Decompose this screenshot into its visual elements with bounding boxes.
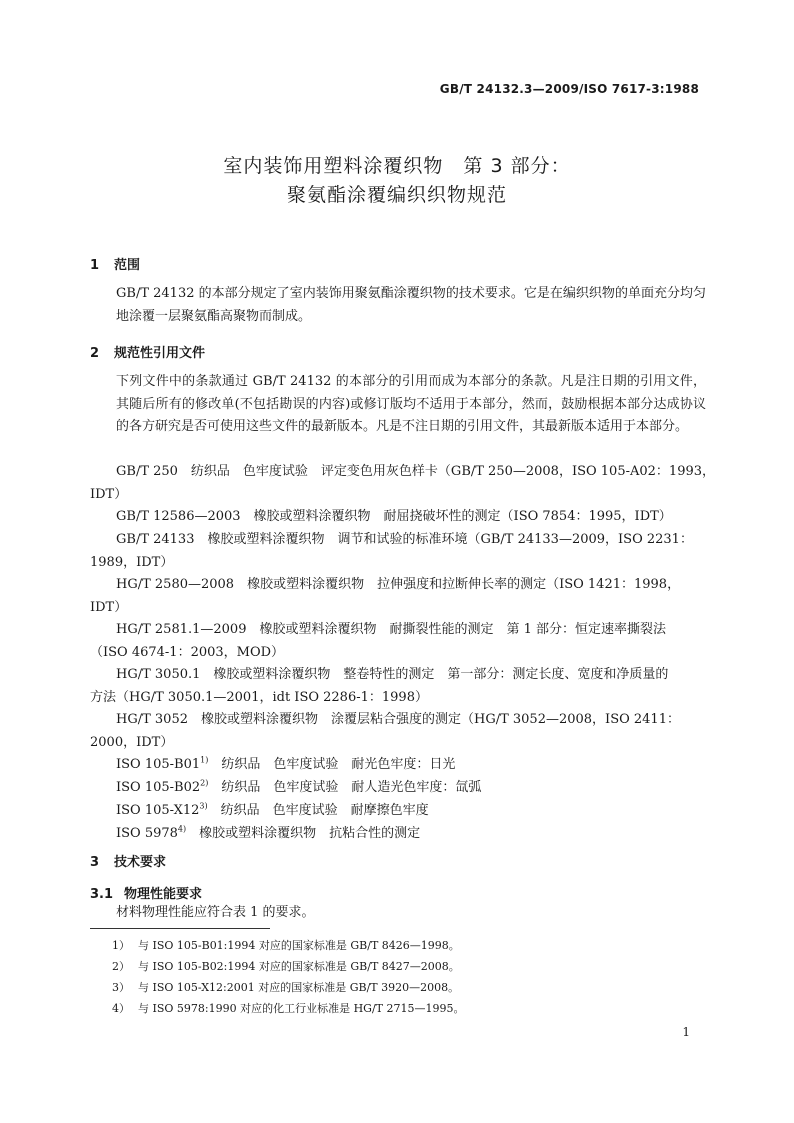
reference-item <box>90 664 706 709</box>
title-line-2: 聚氨酯涂覆编织织物规范 <box>286 184 507 206</box>
reference-text: HG/T 2580—2008 橡胶或塑料涂覆织物 拉伸强度和拉断伸长率的测定（ISO 1421：1998， <box>116 577 681 592</box>
section-title: 范围 <box>114 258 141 273</box>
section-1-heading <box>90 254 140 273</box>
footnote-divider <box>90 928 270 929</box>
iso-title: 橡胶或塑料涂覆织物 抗粘合性的测定 <box>186 826 421 841</box>
standard-code: GB/T 24132.3—2009/ISO 7617-3:1988 <box>439 82 699 96</box>
iso-code: ISO 105-B01 <box>116 757 201 772</box>
iso-title: 纺织品 色牢度试验 耐摩擦色牢度 <box>207 803 429 818</box>
footnote-mark: 1) <box>200 755 209 765</box>
reference-continuation: IDT） <box>90 486 128 502</box>
page-title <box>0 152 794 210</box>
paragraph: 下列文件中的条款通过 GB/T 24132 的本部分的引用而成为本部分的条款。凡是注日期的引用文件，其随后所有的修改单(不包括勘误的内容)或修订版均不适用于本部分，然而，鼓励根据本部分达成协议的各方研究是否可使用这些文件的最新版本。凡是不注日期的引用文件，其最新版本适用于本部分。 <box>116 374 706 434</box>
reference-continuation: 方法（HG/T 3050.1—2001，idt ISO 2286-1：1998） <box>90 689 428 705</box>
iso-code: ISO 5978 <box>116 826 178 841</box>
section-2-heading <box>90 342 205 361</box>
footnote-mark: 2) <box>200 778 209 788</box>
subsection-3-1-text <box>90 902 706 925</box>
reference-item <box>90 506 706 529</box>
reference-text: HG/T 2581.1—2009 橡胶或塑料涂覆织物 耐撕裂性能的测定 第 1 部分：恒定速率撕裂法 <box>116 622 667 637</box>
section-title: 规范性引用文件 <box>114 346 206 361</box>
title-line-1: 室内装饰用塑料涂覆织物 第 3 部分： <box>223 155 571 177</box>
reference-text: HG/T 3052 橡胶或塑料涂覆织物 涂覆层粘合强度的测定（HG/T 3052—2008，ISO 2411： <box>116 712 680 727</box>
footnote <box>112 1002 465 1016</box>
footnote-text: 与 ISO 105-B02:1994 对应的国家标准是 GB/T 8427—2008。 <box>138 960 460 973</box>
footnote-text: 与 ISO 105-X12:2001 对应的国家标准是 GB/T 3920—2008。 <box>138 981 460 994</box>
section-3-heading <box>90 851 166 870</box>
subsection-title: 物理性能要求 <box>124 887 203 902</box>
reference-item <box>90 619 706 664</box>
section-2-intro <box>90 371 706 439</box>
reference-item <box>90 709 706 754</box>
reference-continuation: 1989，IDT） <box>90 554 174 570</box>
reference-item <box>90 574 706 619</box>
iso-reference-item <box>90 754 706 777</box>
paragraph: GB/T 24132 的本部分规定了室内装饰用聚氨酯涂覆织物的技术要求。它是在编织织物的单面充分均匀地涂覆一层聚氨酯高聚物而制成。 <box>116 286 706 324</box>
iso-title: 纺织品 色牢度试验 耐人造光色牢度：氙弧 <box>208 780 482 795</box>
footnote-text: 与 ISO 105-B01:1994 对应的国家标准是 GB/T 8426—1998。 <box>138 939 460 952</box>
section-number: 1 <box>90 258 100 273</box>
reference-text: GB/T 12586—2003 橡胶或塑料涂覆织物 耐屈挠破坏性的测定（ISO 7854：1995，IDT） <box>116 509 672 524</box>
subsection-3-1-heading <box>90 883 202 902</box>
footnote-mark: 4) <box>177 824 187 834</box>
reference-continuation: IDT） <box>90 599 128 615</box>
reference-item <box>90 529 706 574</box>
reference-text: GB/T 250 纺织品 色牢度试验 评定变色用灰色样卡（GB/T 250—2008，ISO 105-A02：1993， <box>116 464 716 479</box>
iso-code: ISO 105-B02 <box>116 780 201 795</box>
footnote <box>112 960 460 974</box>
iso-code: ISO 105-X12 <box>116 803 200 818</box>
paragraph: 材料物理性能应符合表 1 的要求。 <box>116 905 315 920</box>
section-number: 3 <box>90 855 100 870</box>
iso-title: 纺织品 色牢度试验 耐光色牢度：日光 <box>208 757 456 772</box>
reference-text: HG/T 3050.1 橡胶或塑料涂覆织物 整卷特性的测定 第一部分：测定长度、宽度和净质量的 <box>116 667 669 682</box>
reference-continuation: 2000，IDT） <box>90 734 174 750</box>
reference-continuation: （ISO 4674-1：2003，MOD） <box>90 644 285 660</box>
footnote-number: 4） <box>112 1002 130 1015</box>
footnote <box>112 939 460 953</box>
section-number: 2 <box>90 346 100 361</box>
footnote-number: 1） <box>112 939 130 952</box>
section-title: 技术要求 <box>114 855 167 870</box>
footnote-number: 2） <box>112 960 130 973</box>
subsection-number: 3.1 <box>90 887 114 902</box>
footnote <box>112 981 459 995</box>
iso-reference-item <box>90 823 706 846</box>
footnote-number: 3） <box>112 981 130 994</box>
footnote-mark: 3) <box>199 801 208 811</box>
iso-reference-item <box>90 777 706 800</box>
iso-reference-item <box>90 800 706 823</box>
section-1-text <box>90 283 706 328</box>
reference-item <box>90 461 716 506</box>
reference-text: GB/T 24133 橡胶或塑料涂覆织物 调节和试验的标准环境（GB/T 24133—2009，ISO 2231： <box>116 532 693 547</box>
footnote-text: 与 ISO 5978:1990 对应的化工行业标准是 HG/T 2715—1995。 <box>138 1002 465 1015</box>
page-number: 1 <box>682 1025 690 1039</box>
